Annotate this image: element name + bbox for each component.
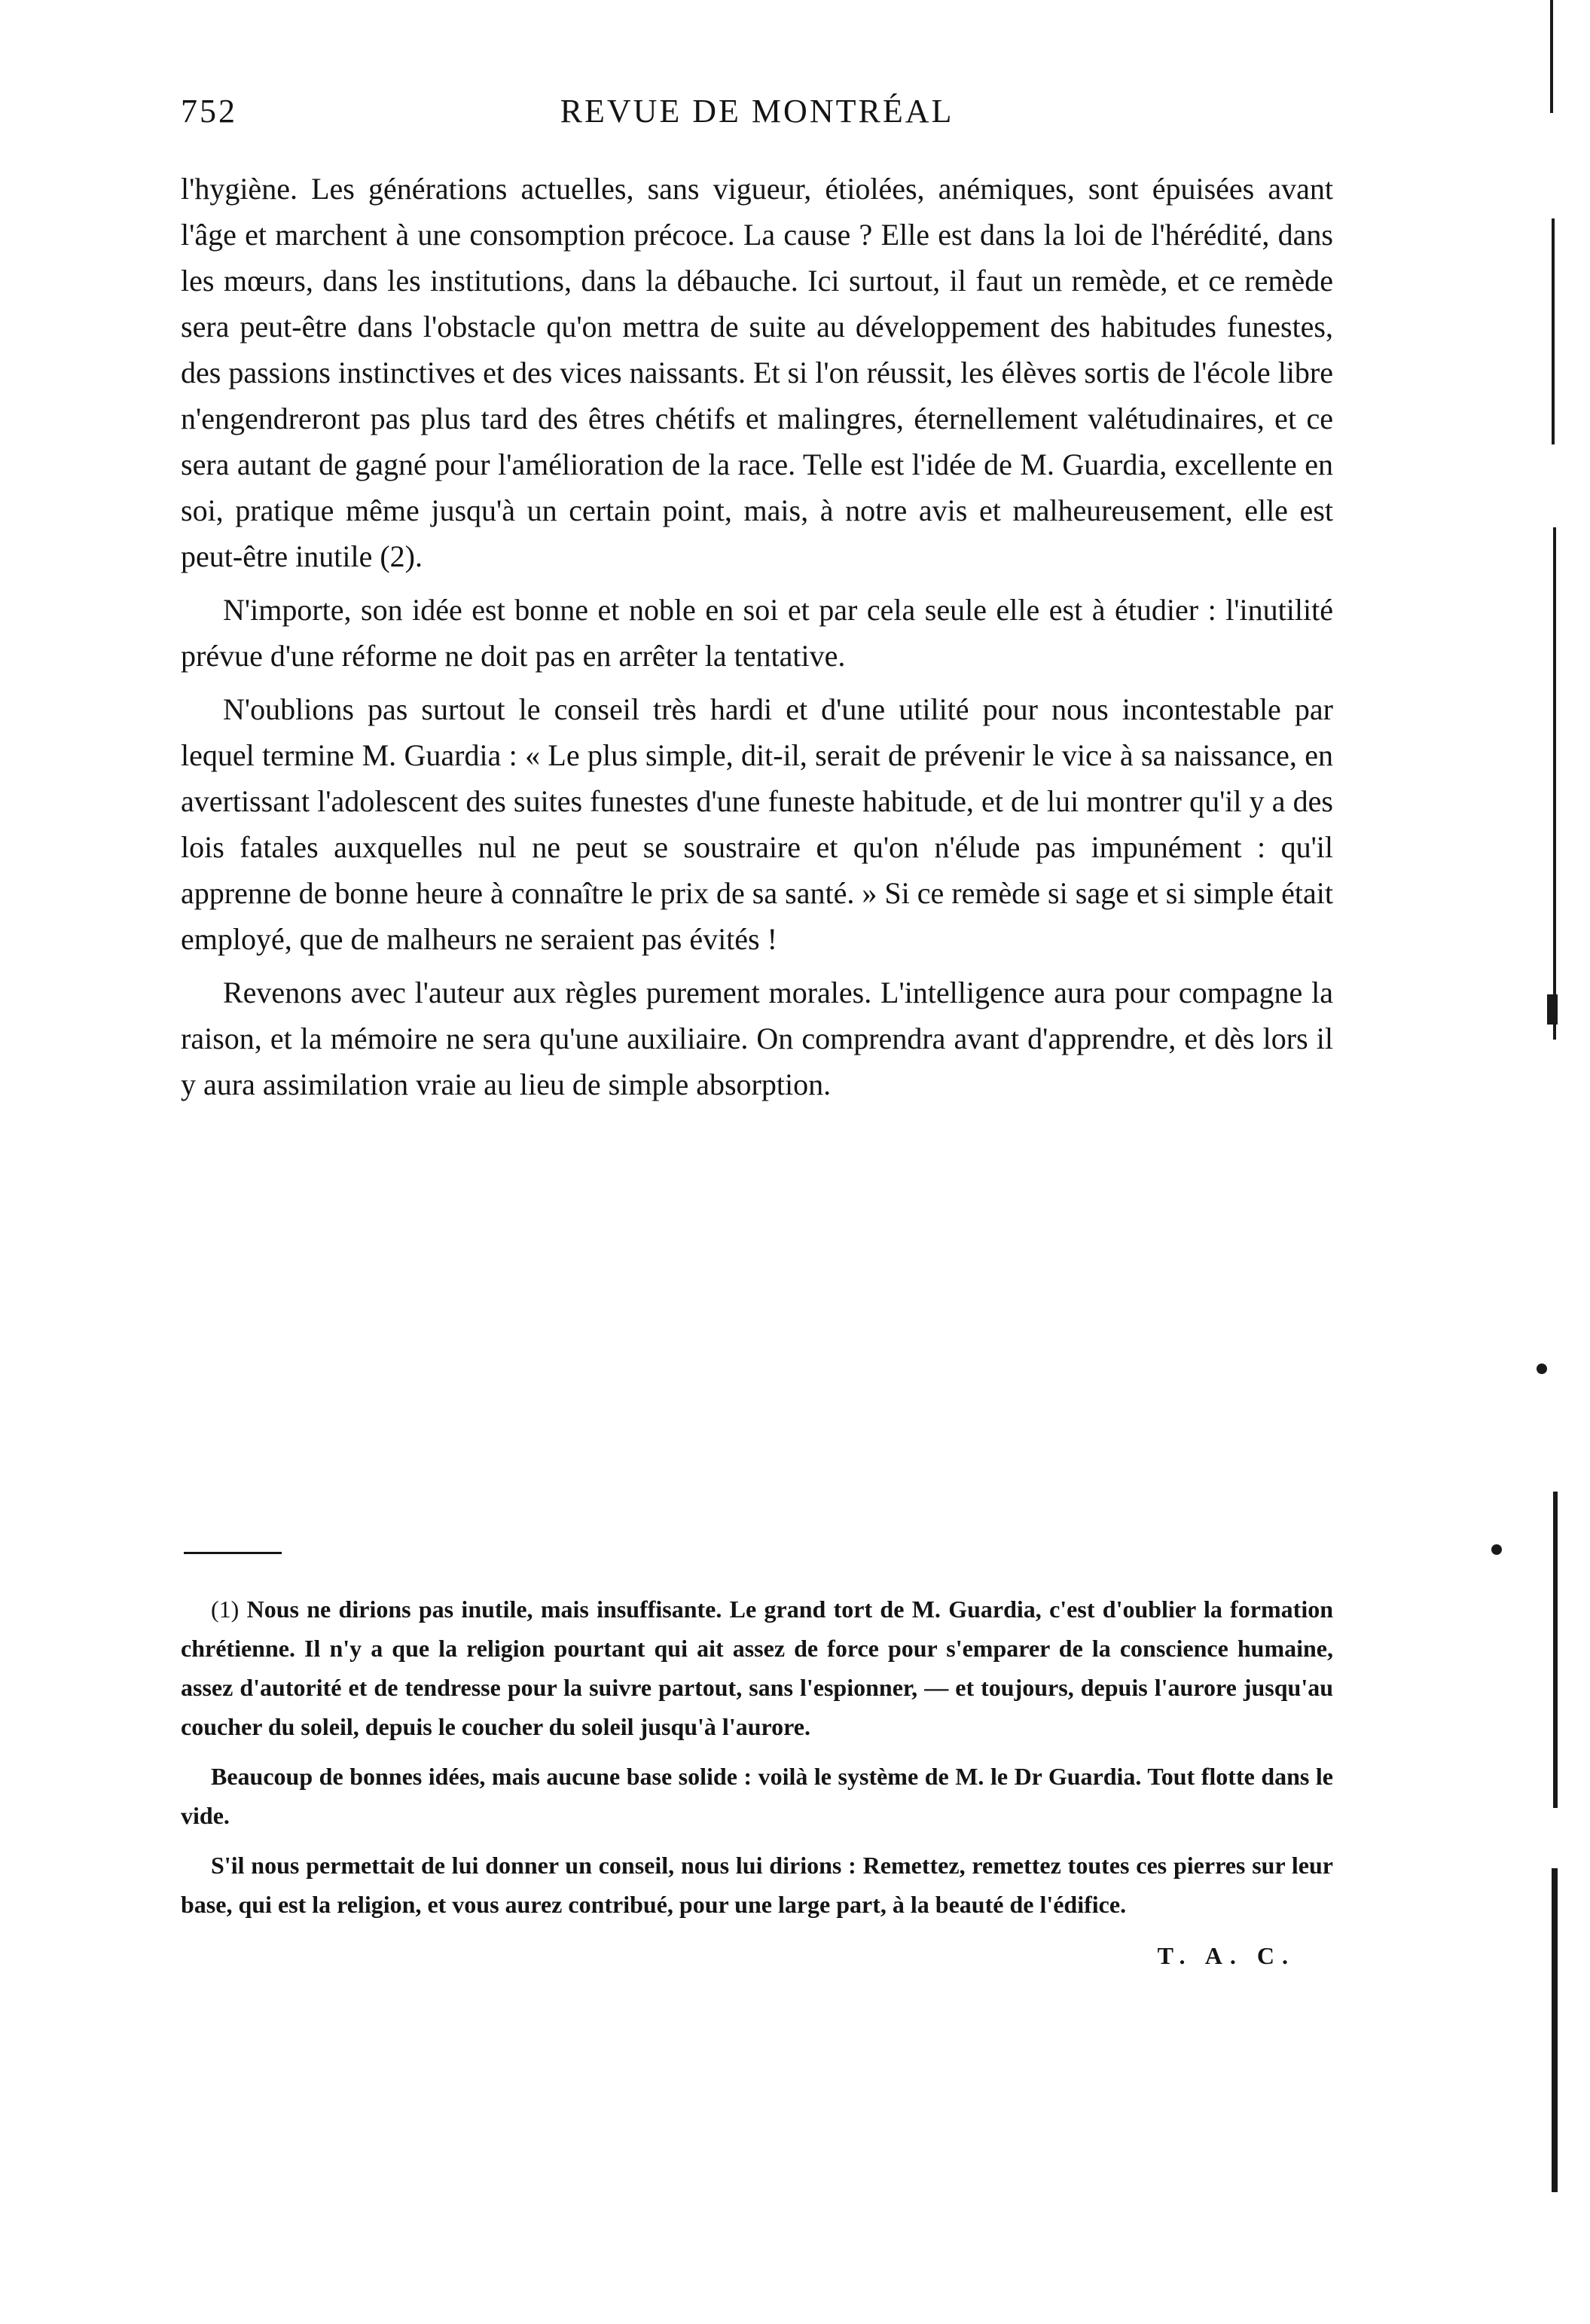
page-header	[181, 75, 1333, 143]
gutter-mark	[1547, 994, 1558, 1025]
scan-gutter-marks	[1537, 0, 1567, 2324]
footnote-divider	[184, 1552, 282, 1554]
gutter-line	[1552, 1868, 1558, 2192]
paragraph: N'importe, son idée est bonne et noble en soi et par cela seule elle est à étudier : l'inutilité prévue d'une réforme ne doit pas en arrêter la tentative.	[181, 593, 1333, 673]
gutter-dot	[1491, 1544, 1502, 1555]
gutter-line	[1553, 527, 1556, 1040]
gutter-line	[1552, 218, 1555, 444]
paragraph: N'oublions pas surtout le conseil très hardi et d'une utilité pour nous incontestable par lequel termine M. Guardia : « Le plus simple, dit-il, serait de prévenir le vice à sa naissance, en avertissant l'adolescent des suites funestes d'une funeste habitude, et de lui montrer qu'il y a des lois fatales auxquelles nul ne peut se soustraire et qu'on n'élude pas impunément : qu'il apprenne de bonne heure à connaître le prix de sa santé. » Si ce remède si sage et si simple était employé, que de malheurs ne seraient pas évités !	[181, 692, 1333, 956]
footnote-paragraph: S'il nous permettait de lui donner un conseil, nous lui dirions : Remettez, remettez toutes ces pierres sur leur base, qui est la religion, et vous aurez contribué, pour une large part, à la beauté de l'édifice.	[181, 1852, 1333, 1918]
running-title: REVUE DE MONTRÉAL	[560, 93, 954, 130]
footnote-marker: (1)	[211, 1596, 240, 1623]
document-page	[181, 75, 1333, 2275]
footnotes	[181, 1590, 1333, 1975]
paragraph: l'hygiène. Les générations actuelles, sans vigueur, étiolées, anémiques, sont épuisées avant l'âge et marchent à une consomption précoce. La cause ? Elle est dans la loi de l'hérédité, dans les mœurs, dans les institutions, dans la débauche. Ici surtout, il faut un remède, et ce remède sera peut-être dans l'obstacle qu'on mettra de suite au développement des habitudes funestes, des passions instinctives et des vices naissants. Et si l'on réussit, les élèves sortis de l'école libre n'engendreront pas plus tard des êtres chétifs et malingres, éternellement valétudinaires, et ce sera autant de gagné pour l'amélioration de la race. Telle est l'idée de M. Guardia, excellente en soi, pratique même jusqu'à un certain point, mais, à notre avis et malheureusement, elle est peut-être inutile (2).	[181, 172, 1333, 573]
gutter-line	[1553, 1492, 1558, 1808]
gutter-line	[1550, 0, 1553, 113]
footnote-1	[181, 1590, 1333, 1746]
footnote-text: Nous ne dirions pas inutile, mais insuffisante. Le grand tort de M. Guardia, c'est d'oublier la formation chrétienne. Il n'y a que la religion pourtant qui ait assez de force pour s'emparer de la conscience humaine, assez d'autorité et de tendresse pour la suivre partout, sans l'espionner, — et toujours, depuis l'aurore jusqu'au coucher du soleil, depuis le coucher du soleil jusqu'à l'aurore.	[181, 1596, 1334, 1740]
paragraph: Revenons avec l'auteur aux règles purement morales. L'intelligence aura pour compagne la raison, et la mémoire ne sera qu'une auxiliaire. On comprendra avant d'apprendre, et dès lors il y aura assimilation vraie au lieu de simple absorption.	[181, 976, 1333, 1101]
body-text	[181, 166, 1333, 1115]
signature: T. A. C.	[1157, 1942, 1295, 1969]
gutter-dot	[1537, 1364, 1547, 1374]
footnote-paragraph: Beaucoup de bonnes idées, mais aucune base solide : voilà le système de M. le Dr Guardia. Tout flotte dans le vide.	[181, 1763, 1333, 1829]
page-number: 752	[181, 93, 237, 130]
